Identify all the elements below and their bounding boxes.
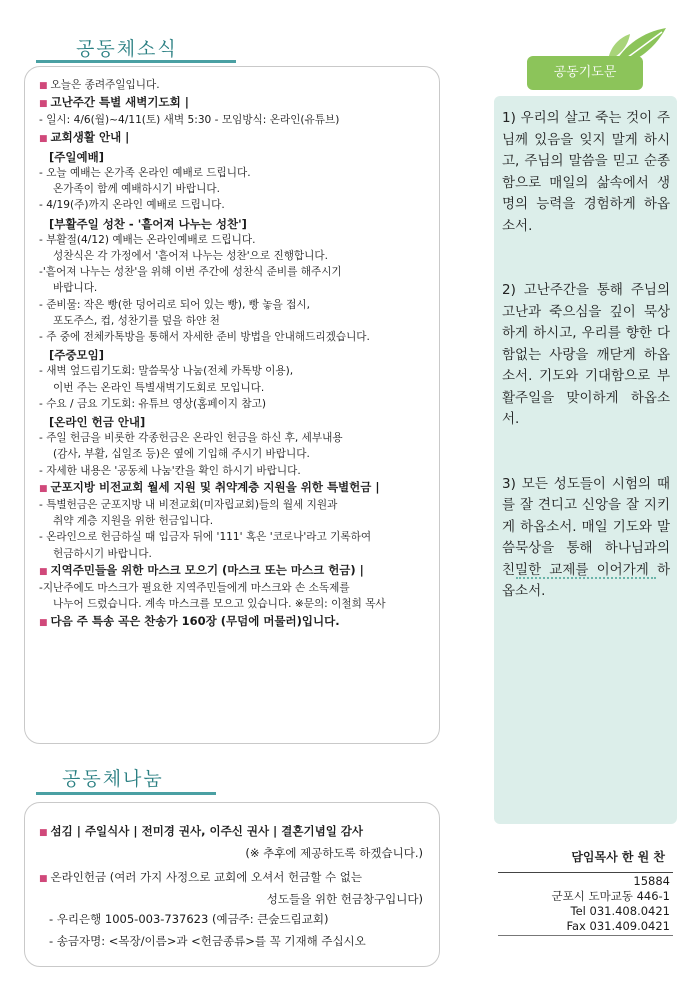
share-section-title: 공동체나눔 xyxy=(62,768,164,790)
news-line: - 부활절(4/12) 예배는 온라인예배로 드립니다. xyxy=(39,233,256,246)
square-bullet-icon: ■ xyxy=(39,81,48,91)
news-heading: ■ 다음 주 특송 곡은 찬송가 160장 (무덤에 머물러)입니다. xyxy=(39,613,340,628)
news-subheading: [온라인 헌금 안내] xyxy=(49,415,146,430)
share-box xyxy=(24,802,440,967)
square-bullet-icon: ■ xyxy=(39,617,48,628)
news-line: - 일시: 4/6(월)~4/11(토) 새벽 5:30 - 모임방식: 온라인(유튜브) xyxy=(39,114,340,127)
news-section-title: 공동체소식 xyxy=(76,38,178,60)
prayer-text xyxy=(502,108,670,646)
square-bullet-icon: ■ xyxy=(39,566,48,577)
news-line: 포도주스, 컵, 성찬기를 덮을 하얀 천 xyxy=(53,314,220,327)
news-line: 이번 주는 온라인 특별새벽기도회로 모입니다. xyxy=(53,381,265,394)
news-line: 나누어 드렸습니다. 계속 마스크를 모으고 있습니다. ※문의: 이철희 목사 xyxy=(53,598,386,611)
share-line: ■ 섬김 | 주일식사 | 전미경 권사, 이주신 권사 | 결혼기념일 감사 xyxy=(39,824,364,838)
church-address xyxy=(498,874,670,934)
square-bullet-icon: ■ xyxy=(39,99,48,110)
news-line: 헌금하시기 바랍니다. xyxy=(53,547,152,560)
share-line: ■ 온라인헌금 (여러 가지 사정으로 교회에 오셔서 헌금할 수 없는 xyxy=(39,870,362,884)
postal-code: 15884 xyxy=(633,874,670,888)
news-heading: ■ 교회생활 안내 | xyxy=(39,129,130,144)
share-line: (※ 추후에 제공하도록 하겠습니다.) xyxy=(245,846,423,860)
share-title-underline xyxy=(36,792,216,795)
news-subheading: [주일예배] xyxy=(49,149,104,164)
news-heading: ■ 군포지방 비전교회 월세 지원 및 취약계층 지원을 위한 특별헌금 | xyxy=(39,479,380,494)
share-line: - 우리은행 1005-003-737623 (예금주: 큰숲드림교회) xyxy=(49,912,329,926)
news-subheading: [부활주일 성찬 - '흩어져 나누는 성찬'] xyxy=(49,216,247,231)
news-line: - 온라인으로 헌금하실 때 입금자 뒤에 '111' 혹은 '코로나'라고 기록하여 xyxy=(39,531,372,544)
street-address: 군포시 도마교동 446-1 xyxy=(551,889,670,903)
square-bullet-icon: ■ xyxy=(39,133,48,144)
prayer-item: 1) 우리의 살고 죽는 것이 주님께 있음을 잊지 말게 하시고, 주님의 말씀을 믿고 순종함으로 매일의 삶속에서 생명의 능력을 경험하게 하옵소서. xyxy=(502,110,670,234)
news-line: 온가족이 함께 예배하시기 바랍니다. xyxy=(53,183,220,196)
news-line: 성찬식은 각 가정에서 '흩어져 나누는 성찬'으로 진행합니다. xyxy=(53,250,328,263)
news-line: -지난주에도 마스크가 필요한 지역주민들에게 마스크와 손 소독제를 xyxy=(39,582,350,595)
news-heading: ■ 지역주민들을 위한 마스크 모으기 (마스크 또는 마스크 헌금) | xyxy=(39,562,364,577)
news-line: ■ 오늘은 종려주일입니다. xyxy=(39,79,160,91)
news-line: 취약 계층 지원을 위한 헌금입니다. xyxy=(53,515,214,528)
news-line: - 새벽 엎드림기도회: 말씀묵상 나눔(전체 카톡방 이용), xyxy=(39,365,294,378)
share-line: 성도들을 위한 헌금창구입니다) xyxy=(266,892,423,906)
news-line: - 수요 / 금요 기도회: 유튜브 영상(홈페이지 참고) xyxy=(39,397,267,410)
news-line: -'흩어져 나누는 성찬'을 위해 이번 주간에 성찬식 준비를 해주시기 xyxy=(39,266,342,279)
news-box xyxy=(24,66,440,744)
share-line: - 송금자명: <목장/이름>과 <헌금종류>를 꼭 기재해 주십시오 xyxy=(49,934,366,948)
news-line: 바랍니다. xyxy=(53,282,98,295)
address-bottom-rule xyxy=(498,935,673,936)
news-line: (감사, 부활, 십일조 등)은 옆에 기입해 주시기 바랍니다. xyxy=(53,448,310,461)
news-line: - 오늘 예배는 온가족 온라인 예배로 드립니다. xyxy=(39,167,251,180)
news-line: - 4/19(주)까지 온라인 예배로 드립니다. xyxy=(39,199,225,212)
dotted-divider xyxy=(516,577,656,579)
pastor-name: 담임목사 한 원 찬 xyxy=(571,850,665,864)
telephone: Tel 031.408.0421 xyxy=(570,904,670,918)
news-title-underline xyxy=(36,60,236,63)
news-line: - 자세한 내용은 '공동체 나눔'칸을 확인 하시기 바랍니다. xyxy=(39,464,301,477)
prayer-tab-label: 공동기도문 xyxy=(553,65,617,80)
news-subheading: [주중모임] xyxy=(49,348,104,363)
fax: Fax 031.409.0421 xyxy=(566,919,670,933)
news-line: - 특별헌금은 군포지방 내 비전교회(미자립교회)들의 월세 지원과 xyxy=(39,499,338,512)
square-bullet-icon: ■ xyxy=(39,828,48,838)
square-bullet-icon: ■ xyxy=(39,483,48,494)
square-bullet-icon: ■ xyxy=(39,874,48,884)
address-top-rule xyxy=(498,872,673,873)
prayer-item: 3) 모든 성도들이 시험의 때를 잘 견디고 신앙을 잘 지키게 하옵소서. 매일 기도와 말씀묵상을 통해 하나님과의 친밀한 교제를 이어가게 하옵소서. xyxy=(502,475,670,599)
prayer-item: 2) 고난주간을 통해 주님의 고난과 죽으심을 깊이 묵상하게 하시고, 우리를 향한 다함없는 사랑을 깨닫게 하옵소서. 기도와 기대함으로 부활주일을 맞이하게 하옵소서. xyxy=(502,282,670,427)
news-line: - 주일 헌금을 비롯한 각종헌금은 온라인 헌금을 하신 후, 세부내용 xyxy=(39,432,343,445)
news-line: - 준비물: 작은 빵(한 덩어리로 되어 있는 빵), 빵 놓을 접시, xyxy=(39,298,310,311)
news-line: - 주 중에 전체카톡방을 통해서 자세한 준비 방법을 안내해드리겠습니다. xyxy=(39,331,370,344)
news-heading: ■ 고난주간 특별 새벽기도회 | xyxy=(39,95,189,110)
